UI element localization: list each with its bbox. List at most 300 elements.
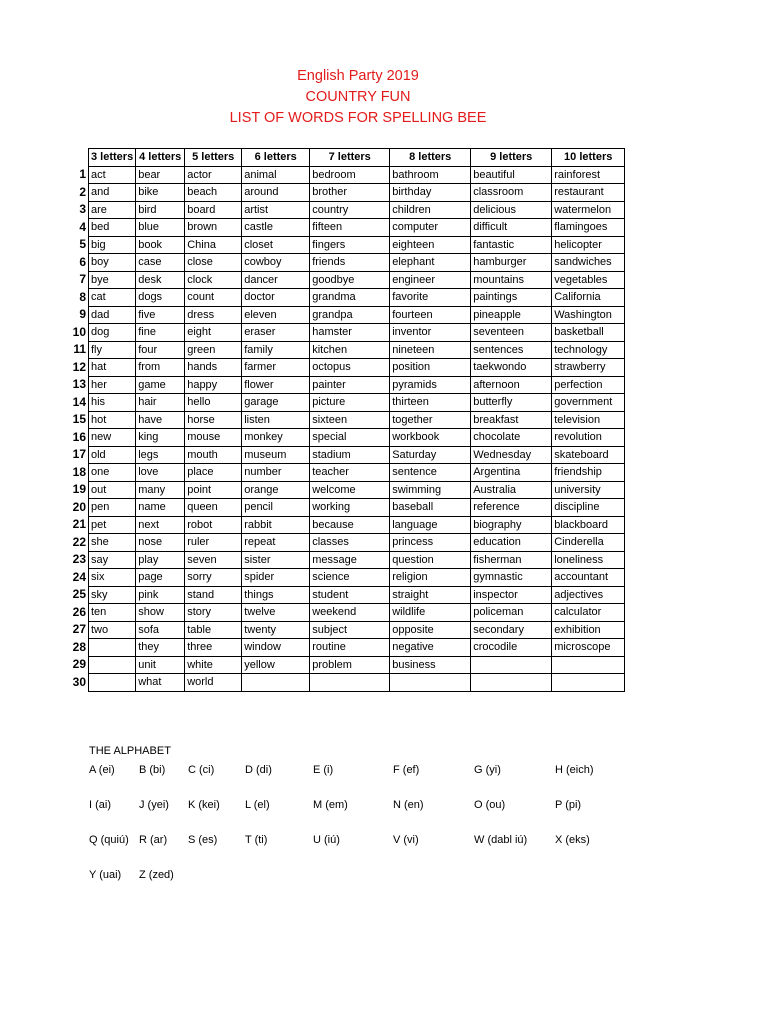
word-cell: restaurant	[552, 184, 625, 202]
word-cell: his	[89, 394, 136, 412]
word-cell: old	[89, 446, 136, 464]
table-row	[89, 551, 625, 569]
word-cell: crocodile	[471, 639, 552, 657]
word-cell: Argentina	[471, 464, 552, 482]
word-cell: nineteen	[390, 341, 471, 359]
word-cell: paintings	[471, 289, 552, 307]
table-row	[89, 604, 625, 622]
word-cell: yellow	[242, 656, 310, 674]
row-number: 8	[79, 289, 86, 304]
word-cell: secondary	[471, 621, 552, 639]
row-number: 25	[72, 587, 86, 601]
table-row	[89, 271, 625, 289]
word-cell: hands	[185, 359, 242, 377]
word-cell: garage	[242, 394, 310, 412]
word-cell: calculator	[552, 604, 625, 622]
table-header-row	[89, 149, 625, 167]
word-cell	[89, 656, 136, 674]
column-header: 7 letters	[310, 149, 390, 167]
word-cell: robot	[185, 516, 242, 534]
word-cell: desk	[136, 271, 185, 289]
word-cell: question	[390, 551, 471, 569]
word-cell: sky	[89, 586, 136, 604]
column-header: 8 letters	[390, 149, 471, 167]
table-row	[89, 376, 625, 394]
word-cell: opposite	[390, 621, 471, 639]
word-cell: California	[552, 289, 625, 307]
word-cell: helicopter	[552, 236, 625, 254]
word-cell: perfection	[552, 376, 625, 394]
word-cell: computer	[390, 219, 471, 237]
word-cell: chocolate	[471, 429, 552, 447]
word-cell: pineapple	[471, 306, 552, 324]
word-cell	[471, 674, 552, 692]
row-number: 22	[72, 534, 86, 549]
word-cell: blue	[136, 219, 185, 237]
word-cell: inventor	[390, 324, 471, 342]
word-cell: mountains	[471, 271, 552, 289]
word-cell: welcome	[310, 481, 390, 499]
word-cell: dad	[89, 306, 136, 324]
table-row	[89, 166, 625, 184]
word-cell: sixteen	[310, 411, 390, 429]
word-cell: fisherman	[471, 551, 552, 569]
row-number: 12	[72, 359, 86, 374]
word-cell: Wednesday	[471, 446, 552, 464]
word-cell: ten	[89, 604, 136, 622]
alphabet-letter: D (di)	[245, 764, 272, 776]
word-cell: grandma	[310, 289, 390, 307]
row-number: 11	[73, 342, 86, 356]
word-cell: four	[136, 341, 185, 359]
word-cell: act	[89, 166, 136, 184]
row-number: 23	[72, 552, 86, 566]
word-cell: case	[136, 254, 185, 272]
word-cell: pencil	[242, 499, 310, 517]
word-cell: king	[136, 429, 185, 447]
table-row	[89, 656, 625, 674]
word-cell: things	[242, 586, 310, 604]
word-cell: biography	[471, 516, 552, 534]
word-cell: engineer	[390, 271, 471, 289]
word-cell: six	[89, 569, 136, 587]
word-cell: three	[185, 639, 242, 657]
word-cell: pyramids	[390, 376, 471, 394]
word-cell: twelve	[242, 604, 310, 622]
table-row	[89, 446, 625, 464]
word-cell: legs	[136, 446, 185, 464]
word-cell: show	[136, 604, 185, 622]
word-cell: unit	[136, 656, 185, 674]
word-cell: green	[185, 341, 242, 359]
word-cell: eraser	[242, 324, 310, 342]
word-cell: mouth	[185, 446, 242, 464]
word-cell: dress	[185, 306, 242, 324]
word-cell: stand	[185, 586, 242, 604]
word-cell: baseball	[390, 499, 471, 517]
word-cell: mouse	[185, 429, 242, 447]
word-cell: five	[136, 306, 185, 324]
row-number: 24	[72, 569, 86, 584]
alphabet-letter: Y (uai)	[89, 869, 122, 881]
word-cell	[390, 674, 471, 692]
word-cell: breakfast	[471, 411, 552, 429]
word-cell: sentence	[390, 464, 471, 482]
word-cell: are	[89, 201, 136, 219]
word-cell: princess	[390, 534, 471, 552]
row-number: 9	[79, 307, 86, 321]
table-row	[89, 674, 625, 692]
word-cell: delicious	[471, 201, 552, 219]
row-number: 10	[72, 324, 86, 339]
table-row	[89, 201, 625, 219]
word-cell: bear	[136, 166, 185, 184]
word-cell: elephant	[390, 254, 471, 272]
word-cell: actor	[185, 166, 242, 184]
word-cell: routine	[310, 639, 390, 657]
document-titles	[0, 66, 716, 129]
word-cell: inspector	[471, 586, 552, 604]
word-cell: bye	[89, 271, 136, 289]
word-cell: listen	[242, 411, 310, 429]
word-cell: number	[242, 464, 310, 482]
word-cell: goodbye	[310, 271, 390, 289]
alphabet-letter: U (iú)	[313, 834, 340, 846]
word-cell: name	[136, 499, 185, 517]
word-cell: ruler	[185, 534, 242, 552]
word-cell: dog	[89, 324, 136, 342]
row-number: 26	[72, 604, 86, 619]
table-row	[89, 569, 625, 587]
row-number: 2	[79, 184, 86, 199]
word-cell: closet	[242, 236, 310, 254]
word-cell: have	[136, 411, 185, 429]
word-cell: Saturday	[390, 446, 471, 464]
word-cell: fourteen	[390, 306, 471, 324]
theme-title: COUNTRY FUN	[305, 89, 411, 105]
word-cell: around	[242, 184, 310, 202]
row-number: 18	[72, 464, 86, 479]
alphabet-letter: O (ou)	[474, 799, 506, 811]
word-cell: and	[89, 184, 136, 202]
word-cell: painter	[310, 376, 390, 394]
row-number: 14	[72, 394, 86, 409]
word-cell: butterfly	[471, 394, 552, 412]
word-cell: adjectives	[552, 586, 625, 604]
word-cell: beautiful	[471, 166, 552, 184]
list-title: LIST OF WORDS FOR SPELLING BEE	[229, 110, 487, 126]
word-cell: reference	[471, 499, 552, 517]
word-cell: horse	[185, 411, 242, 429]
word-cell: together	[390, 411, 471, 429]
word-cell: business	[390, 656, 471, 674]
word-cell: wildlife	[390, 604, 471, 622]
word-cell	[552, 674, 625, 692]
word-cell: out	[89, 481, 136, 499]
word-cell: new	[89, 429, 136, 447]
column-header: 3 letters	[89, 149, 136, 167]
word-cell: language	[390, 516, 471, 534]
word-cell: animal	[242, 166, 310, 184]
word-cell: message	[310, 551, 390, 569]
word-cell: sister	[242, 551, 310, 569]
alphabet-letter: X (eks)	[555, 834, 590, 846]
word-cell: picture	[310, 394, 390, 412]
word-cell: strawberry	[552, 359, 625, 377]
word-cell: from	[136, 359, 185, 377]
word-cell: watermelon	[552, 201, 625, 219]
row-number: 15	[72, 412, 86, 426]
word-cell: negative	[390, 639, 471, 657]
table-row	[89, 324, 625, 342]
word-cell: seventeen	[471, 324, 552, 342]
table-row	[89, 341, 625, 359]
word-cell: accountant	[552, 569, 625, 587]
alphabet-letter: B (bi)	[139, 764, 166, 776]
word-cell: sentences	[471, 341, 552, 359]
word-cell: twenty	[242, 621, 310, 639]
word-cell: flower	[242, 376, 310, 394]
word-cell: window	[242, 639, 310, 657]
column-header: 6 letters	[242, 149, 310, 167]
word-cell: play	[136, 551, 185, 569]
row-number: 1	[79, 167, 86, 181]
word-cell: boy	[89, 254, 136, 272]
word-cell: problem	[310, 656, 390, 674]
word-cell: policeman	[471, 604, 552, 622]
word-cell: family	[242, 341, 310, 359]
word-cell: sorry	[185, 569, 242, 587]
alphabet-letter: V (vi)	[393, 834, 419, 846]
word-cell: two	[89, 621, 136, 639]
word-cell: friends	[310, 254, 390, 272]
word-cell: game	[136, 376, 185, 394]
row-number: 27	[72, 622, 86, 636]
word-cell: her	[89, 376, 136, 394]
alphabet-letter: Z (zed)	[139, 869, 174, 881]
table-row	[89, 359, 625, 377]
word-cell: white	[185, 656, 242, 674]
word-cell: grandpa	[310, 306, 390, 324]
word-cell: science	[310, 569, 390, 587]
word-cell: what	[136, 674, 185, 692]
word-cell: flamingoes	[552, 219, 625, 237]
alphabet-letter: W (dabl iú)	[474, 834, 528, 846]
word-cell: fly	[89, 341, 136, 359]
word-cell: page	[136, 569, 185, 587]
row-number: 5	[79, 237, 86, 251]
row-number: 28	[72, 639, 86, 654]
word-cell: China	[185, 236, 242, 254]
word-cell: queen	[185, 499, 242, 517]
word-cell: nose	[136, 534, 185, 552]
word-cell: close	[185, 254, 242, 272]
word-cell: cat	[89, 289, 136, 307]
table-row	[89, 516, 625, 534]
word-cell: education	[471, 534, 552, 552]
row-number: 7	[79, 272, 86, 286]
word-cell: afternoon	[471, 376, 552, 394]
word-cell: hair	[136, 394, 185, 412]
word-cell: eleven	[242, 306, 310, 324]
word-cell: pink	[136, 586, 185, 604]
word-cell: sofa	[136, 621, 185, 639]
alphabet-letter: R (ar)	[139, 834, 168, 846]
word-cell: stadium	[310, 446, 390, 464]
column-header: 10 letters	[552, 149, 625, 167]
row-number: 29	[72, 657, 86, 671]
word-cell: story	[185, 604, 242, 622]
word-cell: Washington	[552, 306, 625, 324]
word-cell: rabbit	[242, 516, 310, 534]
word-cell: point	[185, 481, 242, 499]
word-cell: brother	[310, 184, 390, 202]
word-cell: weekend	[310, 604, 390, 622]
alphabet-letter: T (ti)	[245, 834, 268, 846]
table-row	[89, 639, 625, 657]
table-row	[89, 464, 625, 482]
word-cell: doctor	[242, 289, 310, 307]
word-cell: farmer	[242, 359, 310, 377]
word-cell: fifteen	[310, 219, 390, 237]
word-cell: pet	[89, 516, 136, 534]
word-cell: bed	[89, 219, 136, 237]
row-number: 6	[79, 254, 86, 269]
table-row	[89, 184, 625, 202]
table-row	[89, 586, 625, 604]
word-cell: place	[185, 464, 242, 482]
word-cell: they	[136, 639, 185, 657]
word-cell: sandwiches	[552, 254, 625, 272]
column-header: 9 letters	[471, 149, 552, 167]
word-cell: book	[136, 236, 185, 254]
word-cell: children	[390, 201, 471, 219]
word-cell: gymnastic	[471, 569, 552, 587]
spelling-word-table	[88, 148, 625, 692]
alphabet-letter: H (eich)	[555, 764, 594, 776]
word-cell: brown	[185, 219, 242, 237]
table-row	[89, 621, 625, 639]
alphabet-letter: P (pi)	[555, 799, 582, 811]
word-cell: loneliness	[552, 551, 625, 569]
word-cell: classroom	[471, 184, 552, 202]
word-cell: special	[310, 429, 390, 447]
word-cell: bathroom	[390, 166, 471, 184]
word-cell: eighteen	[390, 236, 471, 254]
alphabet-letter: M (em)	[313, 799, 348, 811]
word-cell: orange	[242, 481, 310, 499]
word-cell: she	[89, 534, 136, 552]
column-header: 4 letters	[136, 149, 185, 167]
row-number-column	[60, 166, 86, 691]
table-row	[89, 534, 625, 552]
word-cell: say	[89, 551, 136, 569]
word-cell: Australia	[471, 481, 552, 499]
word-cell	[471, 656, 552, 674]
alphabet-letter: L (el)	[245, 799, 270, 811]
word-cell: exhibition	[552, 621, 625, 639]
table-row	[89, 289, 625, 307]
word-cell: birthday	[390, 184, 471, 202]
alphabet-letter: G (yi)	[474, 764, 501, 776]
alphabet-letter: I (ai)	[89, 799, 111, 811]
word-cell: microscope	[552, 639, 625, 657]
word-cell: count	[185, 289, 242, 307]
word-cell	[242, 674, 310, 692]
word-cell: student	[310, 586, 390, 604]
word-cell: board	[185, 201, 242, 219]
word-cell: hot	[89, 411, 136, 429]
word-cell: one	[89, 464, 136, 482]
word-cell: bike	[136, 184, 185, 202]
word-cell: basketball	[552, 324, 625, 342]
word-cell: monkey	[242, 429, 310, 447]
word-cell: repeat	[242, 534, 310, 552]
table-row	[89, 254, 625, 272]
word-cell: university	[552, 481, 625, 499]
word-cell: television	[552, 411, 625, 429]
row-number: 16	[72, 429, 86, 444]
table-row	[89, 481, 625, 499]
alphabet-letter: C (ci)	[188, 764, 215, 776]
word-cell	[552, 656, 625, 674]
alphabet-letter: F (ef)	[393, 764, 420, 776]
word-cell	[310, 674, 390, 692]
word-cell: world	[185, 674, 242, 692]
word-cell: eight	[185, 324, 242, 342]
word-cell: big	[89, 236, 136, 254]
word-cell: workbook	[390, 429, 471, 447]
word-cell: position	[390, 359, 471, 377]
row-number: 20	[72, 499, 86, 514]
word-cell: pen	[89, 499, 136, 517]
word-cell: clock	[185, 271, 242, 289]
word-cell: country	[310, 201, 390, 219]
word-cell: technology	[552, 341, 625, 359]
word-cell: octopus	[310, 359, 390, 377]
word-cell: many	[136, 481, 185, 499]
row-number: 30	[72, 674, 86, 689]
word-cell: love	[136, 464, 185, 482]
row-number: 3	[79, 202, 86, 216]
alphabet-letter: K (kei)	[188, 799, 220, 811]
word-cell: because	[310, 516, 390, 534]
word-cell: straight	[390, 586, 471, 604]
word-cell: fantastic	[471, 236, 552, 254]
word-cell: friendship	[552, 464, 625, 482]
word-cell: teacher	[310, 464, 390, 482]
word-cell: difficult	[471, 219, 552, 237]
column-header: 5 letters	[185, 149, 242, 167]
word-cell: Cinderella	[552, 534, 625, 552]
word-cell: taekwondo	[471, 359, 552, 377]
word-cell: revolution	[552, 429, 625, 447]
alphabet-title: THE ALPHABET	[89, 745, 171, 757]
alphabet-letter: A (ei)	[89, 764, 115, 776]
word-cell: hello	[185, 394, 242, 412]
alphabet-letter: S (es)	[188, 834, 218, 846]
word-cell: museum	[242, 446, 310, 464]
word-cell: artist	[242, 201, 310, 219]
word-cell: cowboy	[242, 254, 310, 272]
word-cell: hamburger	[471, 254, 552, 272]
word-cell: castle	[242, 219, 310, 237]
word-cell	[89, 639, 136, 657]
word-cell: favorite	[390, 289, 471, 307]
table-row	[89, 429, 625, 447]
word-cell: government	[552, 394, 625, 412]
word-cell: next	[136, 516, 185, 534]
